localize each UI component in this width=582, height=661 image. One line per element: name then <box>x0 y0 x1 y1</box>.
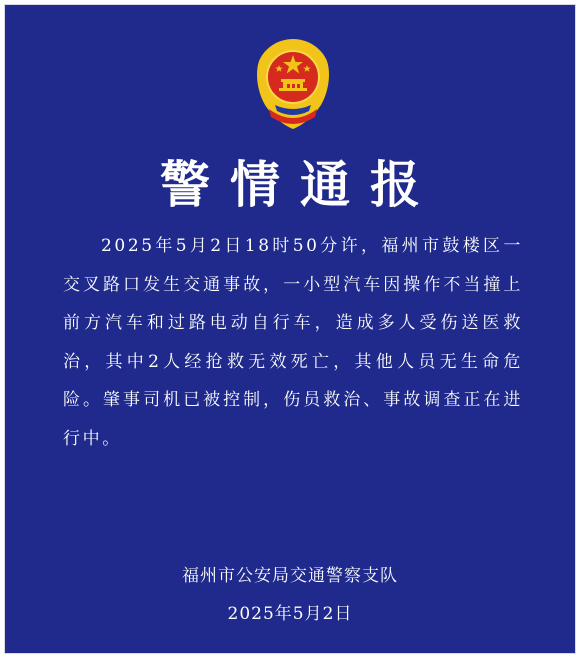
issue-date: 2025年5月2日 <box>227 604 353 624</box>
police-notice <box>4 4 576 654</box>
notice-signature <box>5 557 575 633</box>
police-emblem-icon <box>251 35 335 131</box>
issuer-name: 福州市公安局交通警察支队 <box>182 566 398 586</box>
notice-title: 警情通报 <box>160 155 440 214</box>
notice-body: 2025年5月2日18时50分许，福州市鼓楼区一交叉路口发生交通事故，一小型汽车因操作不当撞上前方汽车和过路电动自行车，造成多人受伤送医救治，其中2人经抢救无效死亡，其他人员无生命危险。肇事司机已被控制，伤员救治、事故调查正在进行中。 <box>63 236 523 449</box>
